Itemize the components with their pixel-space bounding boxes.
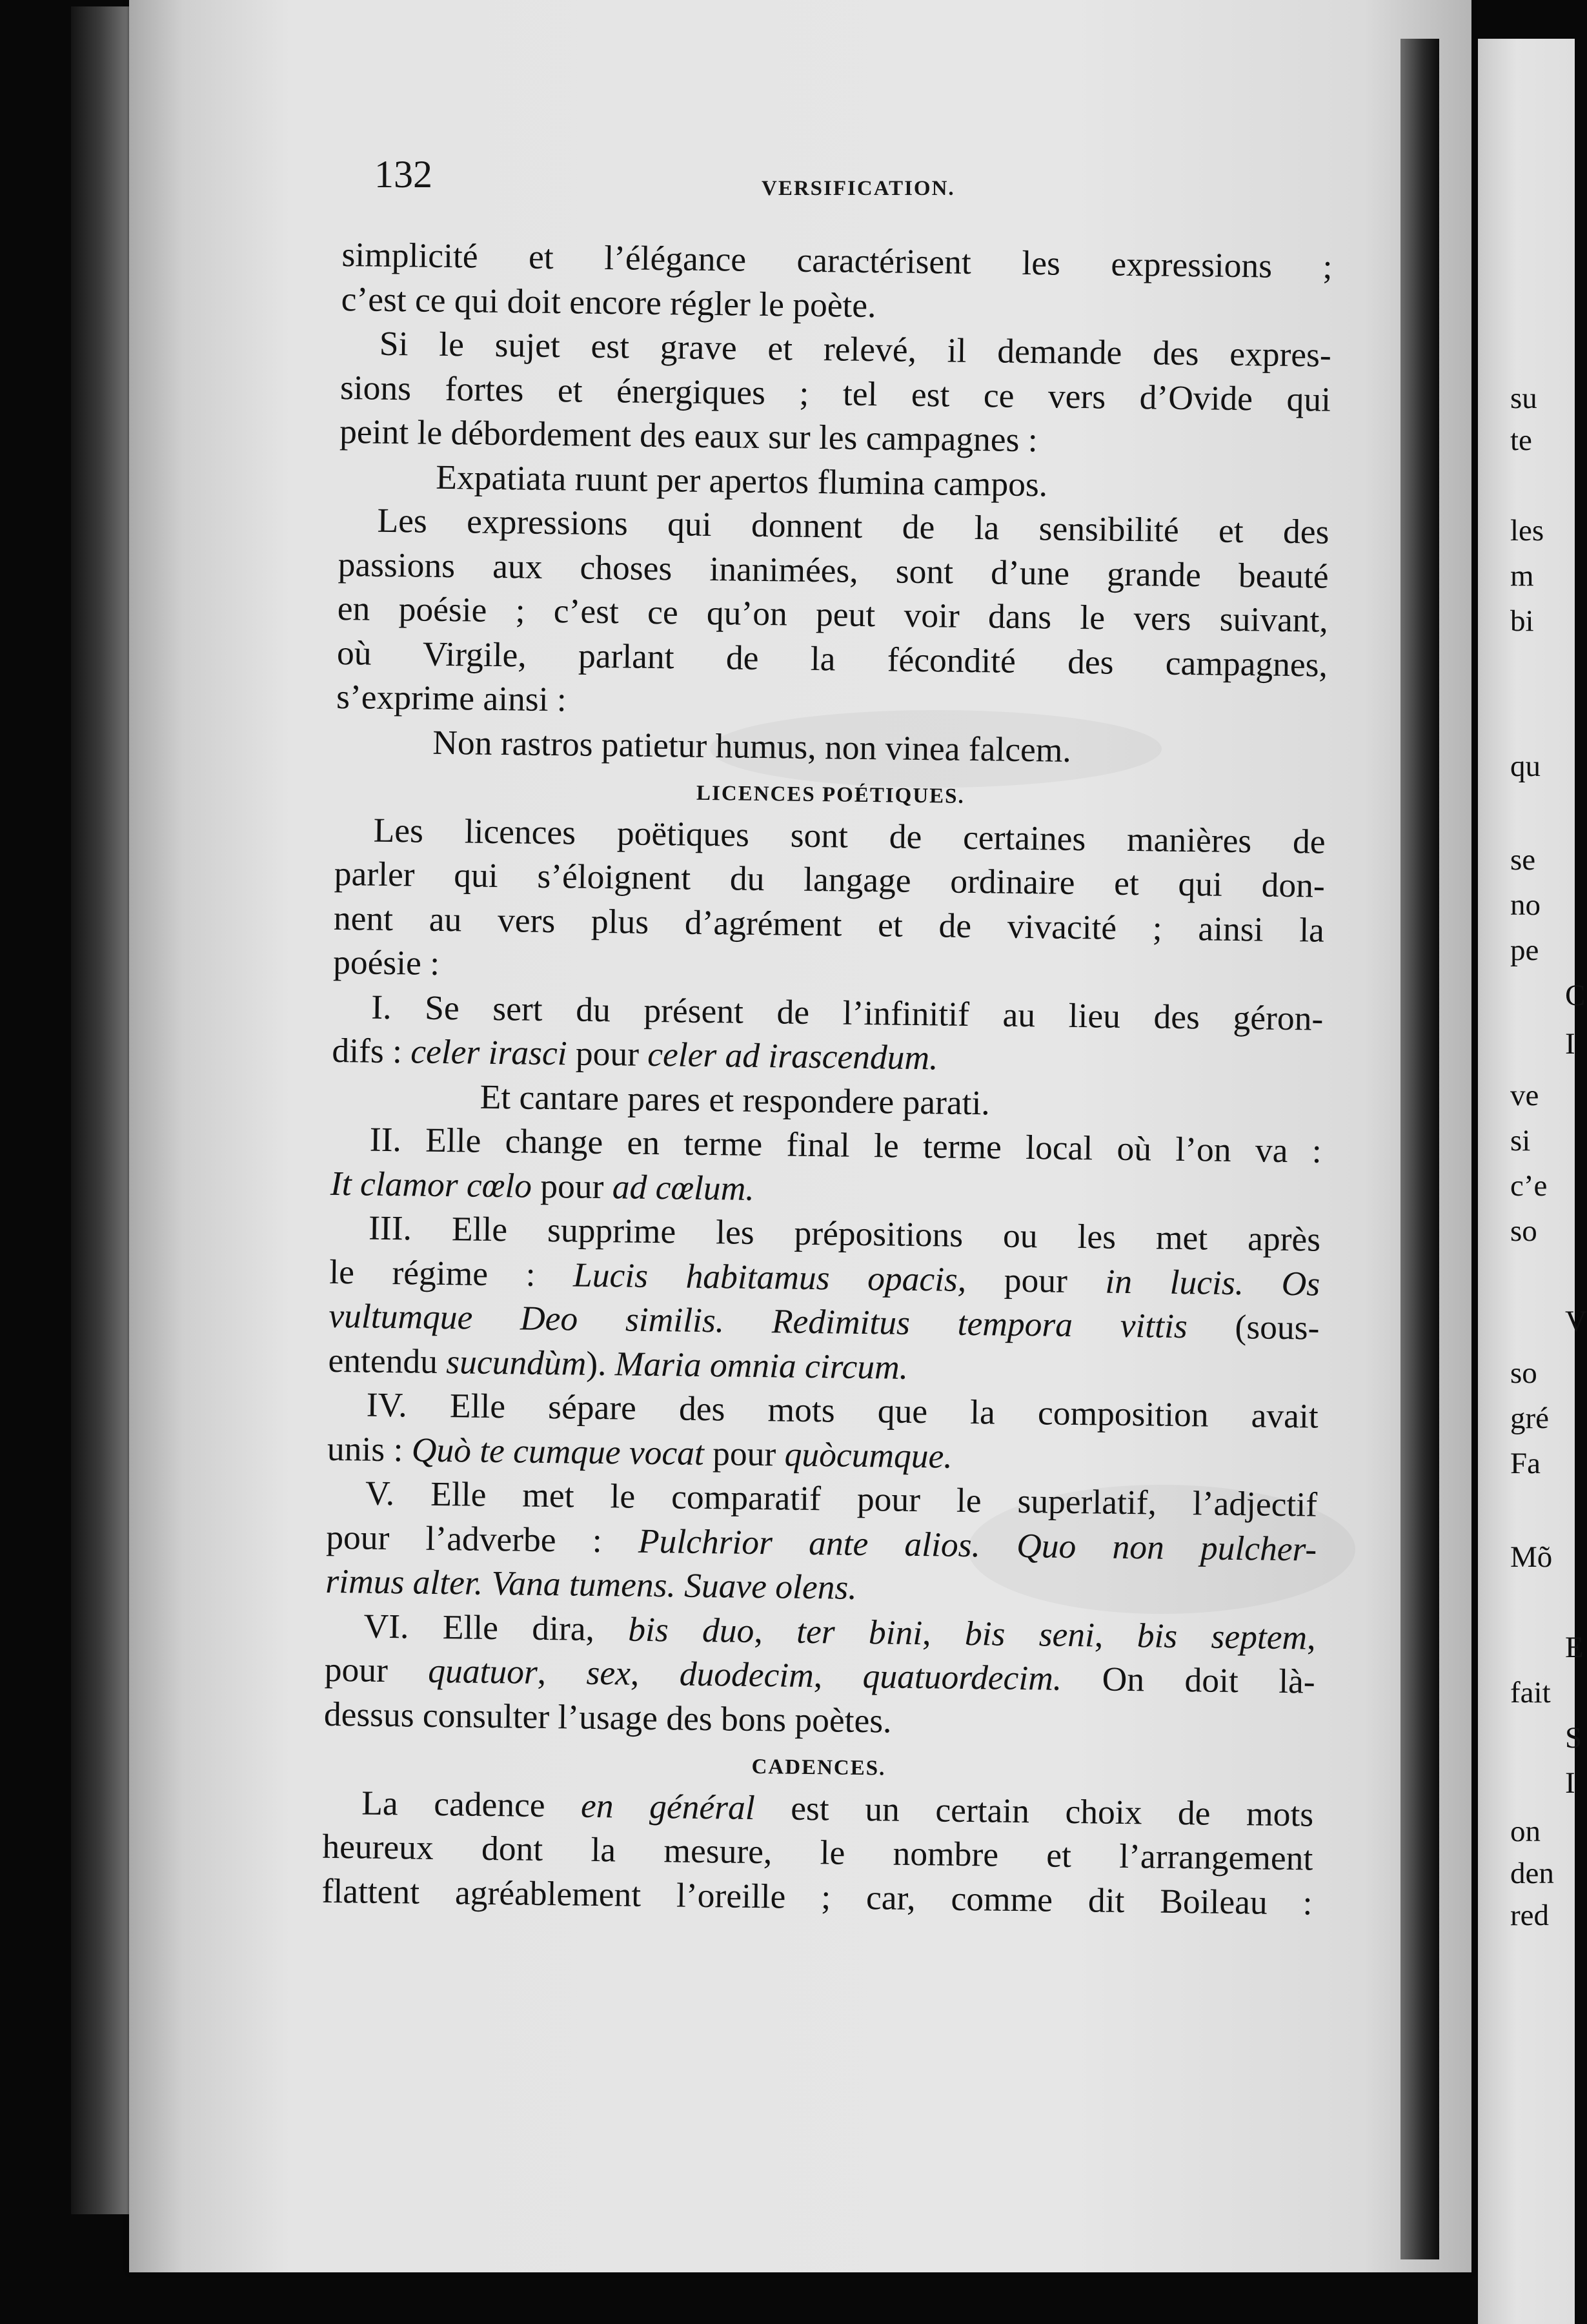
text-span: pour — [324, 1649, 429, 1690]
text-line: Les expressions qui donnent de la sensibilité et des — [377, 500, 1329, 551]
text-line: flattent agréablement l’oreille ; car, comme dit Boileau : — [321, 1871, 1313, 1922]
latin-example: Pulchrior ante alios. — [638, 1521, 981, 1564]
facing-page-fragment: se — [1510, 843, 1536, 877]
facing-page-fragment: S — [1565, 1721, 1582, 1755]
text-line: où Virgile, parlant de la fécondité des campagnes, — [336, 633, 1328, 684]
facing-page-fragment: les — [1510, 514, 1544, 547]
facing-page-fragment: pe — [1510, 933, 1539, 967]
rule-v-line: V. Elle met le comparatif pour le superlatif, l’adjectif — [365, 1473, 1318, 1524]
latin-example: celer ad irascendum. — [647, 1034, 938, 1077]
latin-example: in lucis. — [1105, 1261, 1244, 1302]
facing-page-fragment: I — [1565, 1766, 1575, 1800]
text-span: , — [537, 1652, 587, 1692]
text-span: unis : — [327, 1429, 412, 1469]
facing-page-fragment: I — [1565, 1027, 1575, 1061]
facing-page-fragment: m — [1510, 559, 1534, 593]
text-line: Les licences poëtiques sont de certaines manières de — [373, 810, 1326, 861]
page-gutter — [1400, 39, 1439, 2259]
text-span: le régime : — [329, 1252, 574, 1294]
latin-example: duodecim — [679, 1654, 814, 1695]
rule-i-line: I. Se sert du présent de l’infinitif au lieu des géron- — [370, 987, 1324, 1038]
section-heading-licences: LICENCES POÉTIQUES. — [696, 781, 965, 808]
facing-page-fragment: Mõ — [1510, 1540, 1553, 1574]
section-heading-cadences: CADENCES. — [751, 1755, 886, 1780]
text-line: peint le débordement des eaux sur les campagnes : — [339, 411, 1038, 460]
facing-page-fragment: C — [1565, 979, 1586, 1012]
text-span: , — [922, 1613, 965, 1653]
page-body — [321, 232, 1333, 1925]
latin-example: vultumque Deo similis. — [329, 1296, 725, 1340]
rule-iii-line: III. Elle supprime les prépositions ou les met après — [368, 1208, 1321, 1259]
latin-example: Quo non pulcher- — [980, 1525, 1317, 1569]
latin-example: ad cœlum. — [612, 1167, 755, 1208]
facing-page-fragment: V — [1565, 1305, 1587, 1338]
latin-example: rimus alter. — [325, 1561, 483, 1602]
verse-quotation: Et cantare pares et respondere parati. — [480, 1077, 991, 1122]
text-line: en poésie ; c’est ce qu’on peut voir dans le vers suivant, — [337, 588, 1329, 640]
latin-example: Lucis habitamus opacis, — [572, 1254, 967, 1299]
text-line: nent au vers plus d’agrément et de vivacité ; ainsi la — [333, 898, 1325, 950]
text-span: , — [630, 1653, 680, 1693]
text-line: poésie : — [332, 942, 440, 983]
facing-page-fragment: c’e — [1510, 1169, 1548, 1203]
latin-example: Os — [1243, 1263, 1320, 1303]
text-span: , — [1306, 1617, 1316, 1657]
facing-page-fragment: te — [1510, 423, 1532, 457]
latin-example: Redimitus tempora vittis — [723, 1301, 1188, 1346]
text-span: , — [754, 1611, 797, 1651]
facing-page-fragment: red — [1510, 1899, 1550, 1932]
rule-ii-line: II. Elle change en terme final le terme local où l’on va : — [369, 1119, 1322, 1170]
text-span: La cadence — [361, 1783, 581, 1825]
text-span: , — [813, 1656, 864, 1696]
text-span: pour — [965, 1259, 1106, 1301]
latin-example: quatuor — [427, 1651, 538, 1691]
facing-page-fragment: fait — [1510, 1676, 1551, 1709]
latin-example: ter bini — [796, 1611, 923, 1652]
text-span: VI. Elle dira, — [363, 1606, 629, 1649]
text-line: c’est ce qui doit encore régler le poète. — [341, 279, 876, 325]
latin-example: Suave olens. — [675, 1565, 858, 1607]
facing-page-fragment: on — [1510, 1815, 1541, 1848]
facing-page-fragment: so — [1510, 1356, 1537, 1390]
facing-page-fragment: si — [1510, 1124, 1531, 1157]
text-span: (sous- — [1187, 1307, 1320, 1347]
latin-example: sucundùm — [446, 1341, 587, 1383]
text-span: est un certain choix de mots — [754, 1788, 1314, 1834]
latin-example: bis duo — [627, 1609, 754, 1650]
text-span: pour — [703, 1433, 785, 1474]
latin-example: It clamor cœlo — [330, 1163, 532, 1205]
text-span: On doit là- — [1061, 1658, 1316, 1701]
rule-iv-line: IV. Elle sépare des mots que la composition avait — [366, 1385, 1319, 1436]
text-span: ). — [585, 1343, 607, 1383]
text-line: sions fortes et énergiques ; tel est ce vers d’Ovide qui — [339, 367, 1331, 419]
text-span: difs : — [332, 1030, 411, 1071]
latin-example: sex — [586, 1653, 631, 1693]
page-number: 132 — [374, 153, 432, 196]
latin-example: bis seni — [964, 1613, 1095, 1654]
emphasis: en général — [580, 1786, 756, 1827]
text-span: , — [1094, 1615, 1138, 1655]
text-span: pour l’adverbe : — [325, 1517, 639, 1560]
text-line: Si le sujet est grave et relevé, il demande des expres- — [379, 323, 1332, 374]
text-line: parler qui s’éloignent du langage ordinaire et qui don- — [334, 853, 1326, 905]
latin-example: quòcumque. — [784, 1434, 953, 1476]
text-line: simplicité et l’élégance caractérisent les expressions ; — [341, 234, 1333, 286]
facing-page-fragment: su — [1510, 382, 1537, 415]
facing-page-fragment: qu — [1510, 749, 1541, 783]
latin-example: bis septem — [1137, 1615, 1308, 1656]
latin-example: quatuordecim. — [862, 1656, 1062, 1698]
facing-page-fragment: bi — [1510, 604, 1534, 638]
running-title: VERSIFICATION. — [762, 177, 955, 200]
facing-page-fragment: no — [1510, 888, 1541, 922]
latin-example: Maria omnia circum. — [606, 1343, 909, 1387]
latin-example: Quò te cumque vocat — [411, 1429, 705, 1473]
verse-quotation: Expatiata ruunt per apertos flumina campos. — [436, 457, 1048, 504]
text-span: pour — [567, 1034, 648, 1074]
facing-page-fragment: den — [1510, 1857, 1554, 1890]
verse-quotation: Non rastros patietur humus, non vinea falcem. — [432, 722, 1072, 770]
page-header — [374, 152, 1342, 204]
facing-page-fragment: E — [1565, 1631, 1584, 1664]
facing-page-fragment: ve — [1510, 1079, 1539, 1112]
text-line: s’exprime ainsi : — [336, 677, 567, 719]
latin-example: celer irasci — [410, 1032, 567, 1073]
text-line: heureux dont la mesure, le nombre et l’arrangement — [322, 1826, 1313, 1878]
text-span: pour — [531, 1166, 613, 1206]
text-span: entendu — [328, 1340, 447, 1381]
text-line: passions aux choses inanimées, sont d’une grande beauté — [338, 544, 1329, 596]
facing-page-fragment: gré — [1510, 1402, 1550, 1435]
latin-example: Vana tumens. — [482, 1563, 676, 1605]
facing-page-fragment: so — [1510, 1214, 1537, 1248]
facing-page-fragment: Fa — [1510, 1447, 1541, 1480]
rule-vi-line: dessus consulter l’usage des bons poètes. — [323, 1694, 892, 1740]
